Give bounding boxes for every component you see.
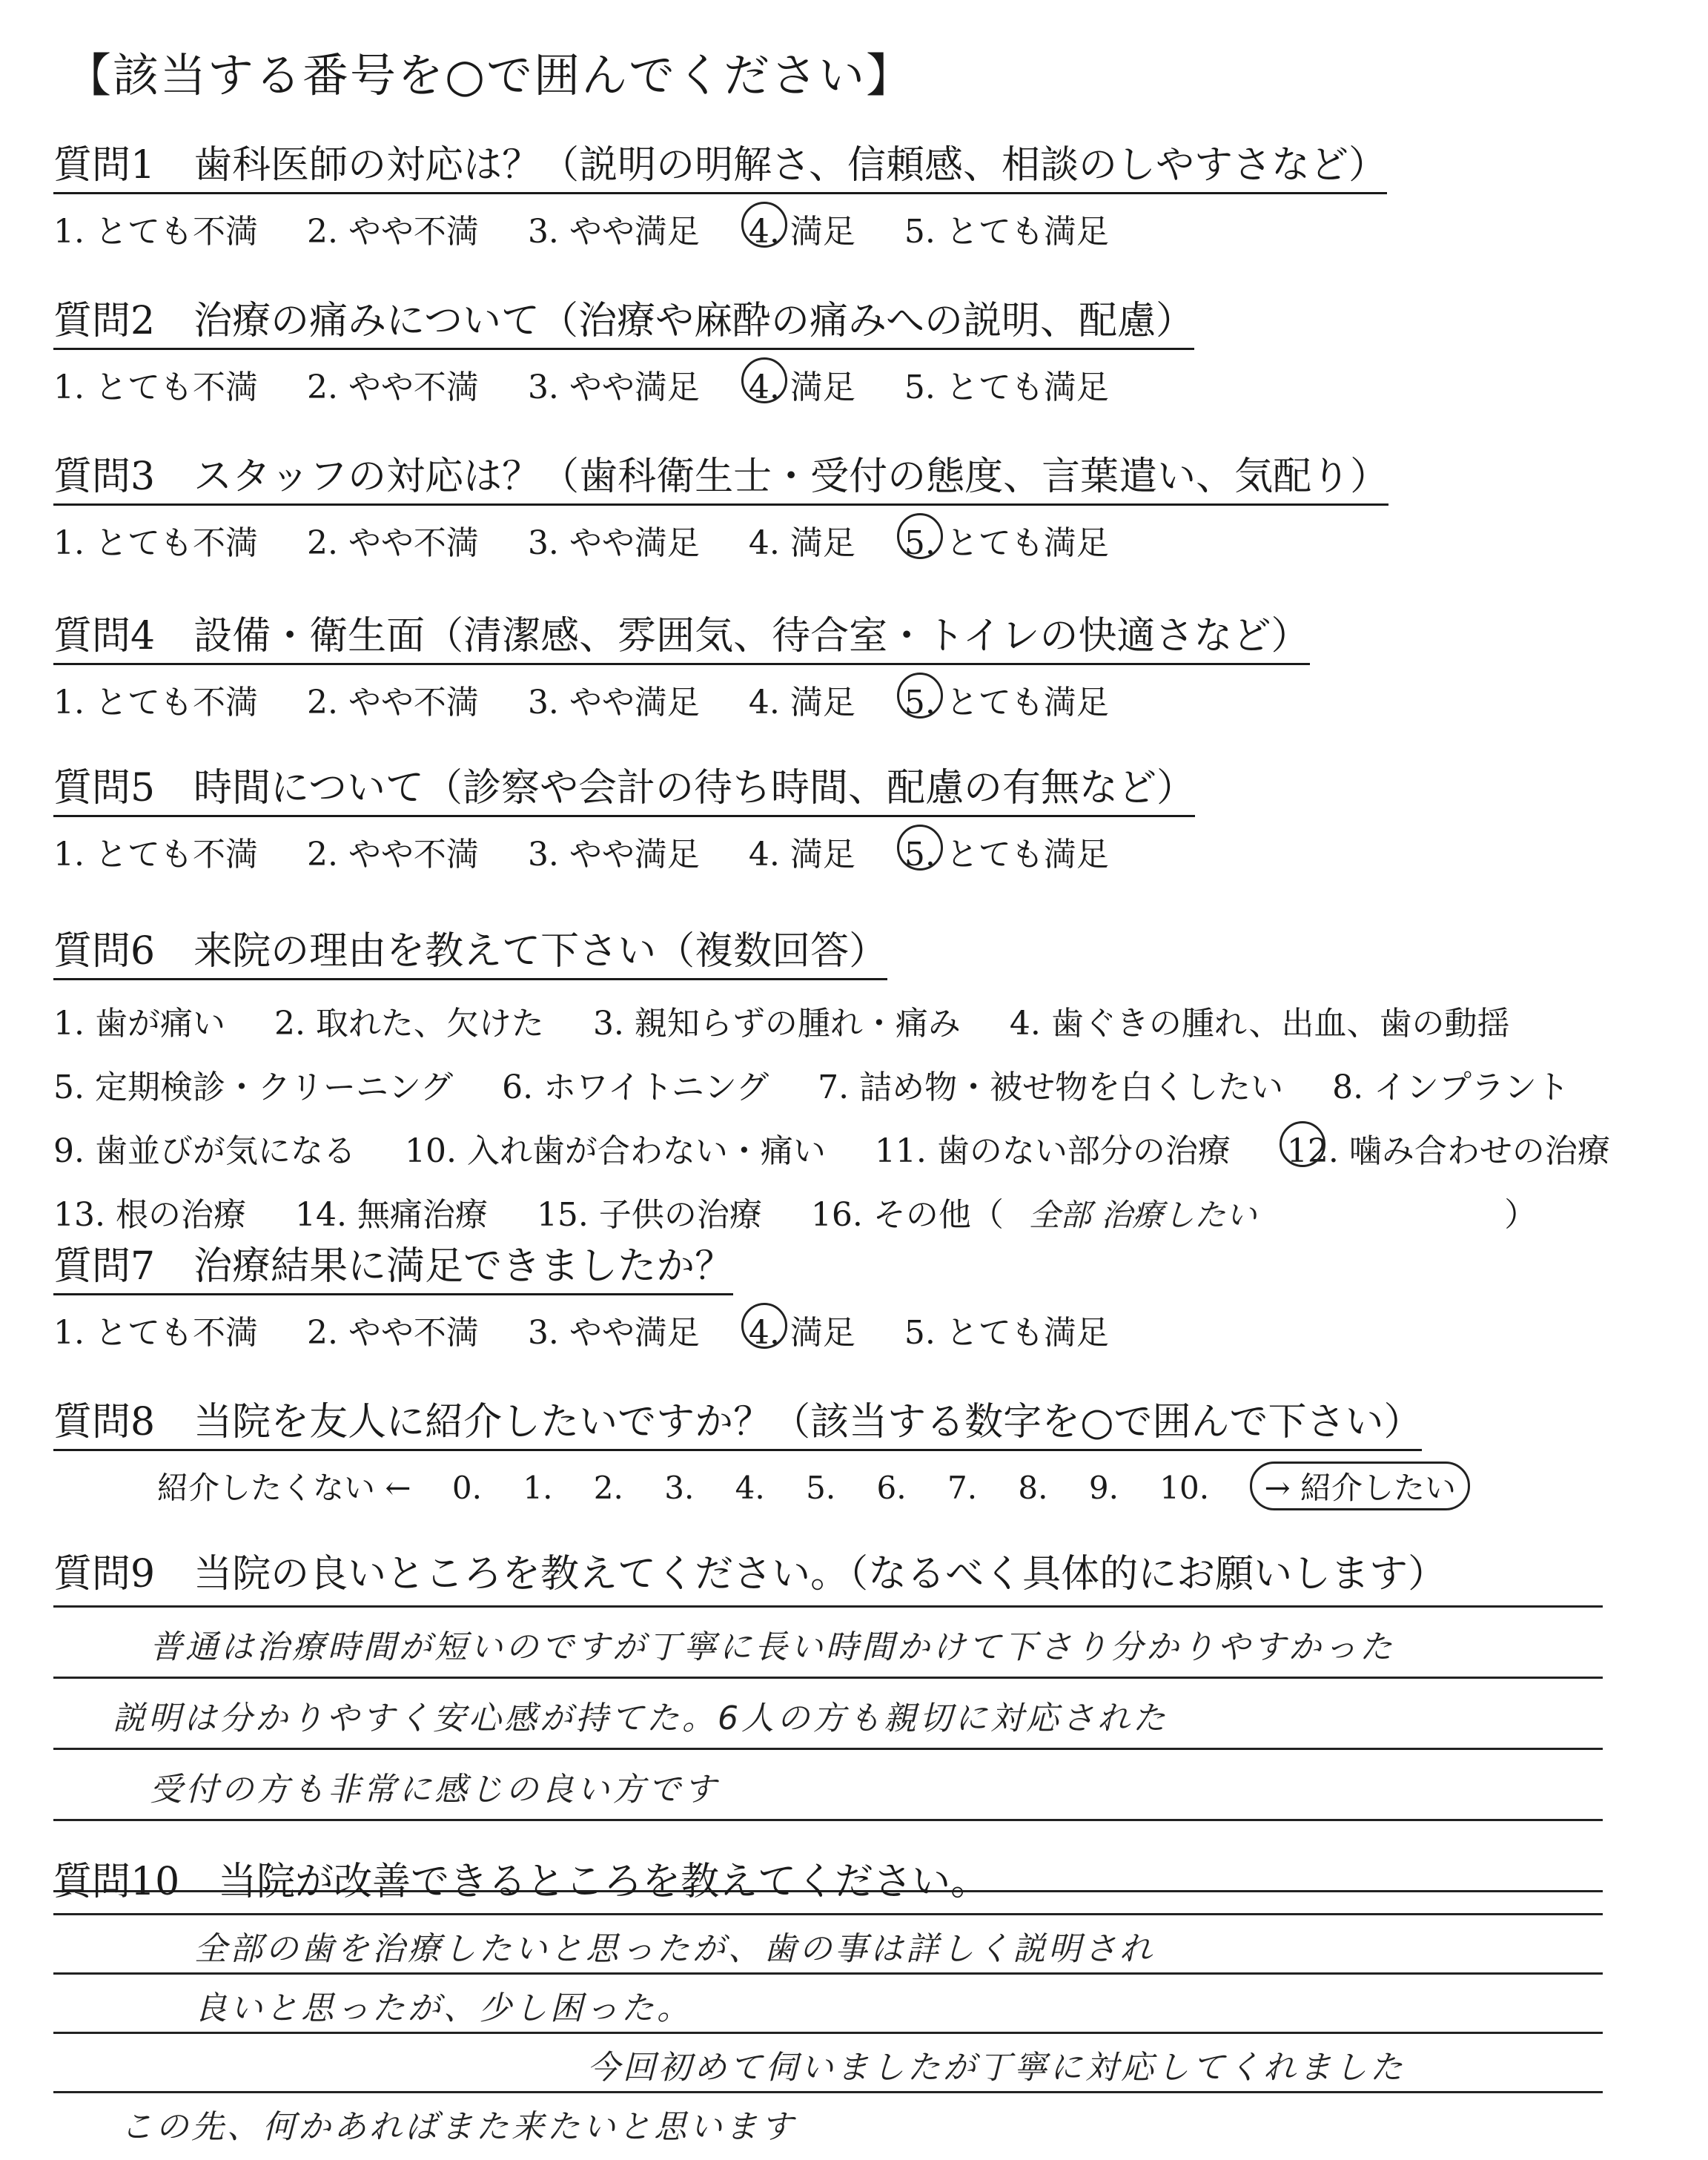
question-2 xyxy=(53,289,1194,408)
q6-option-10[interactable]: 10. 入れ歯が合わない・痛い xyxy=(404,1132,826,1170)
q8-num-4[interactable]: 4. xyxy=(735,1470,765,1506)
q10-rule-1 xyxy=(53,1913,1603,1915)
q6-option-13[interactable]: 13. 根の治療 xyxy=(53,1196,246,1234)
q6-option-12[interactable]: 12. 噛み合わせの治療 xyxy=(1287,1124,1610,1172)
q6-option-16[interactable]: 16. その他（ xyxy=(810,1196,1004,1234)
q6-option-1[interactable]: 1. 歯が痛い xyxy=(53,1005,225,1043)
question-7 xyxy=(53,1235,1148,1353)
q8-right-label[interactable]: → 紹介したい xyxy=(1250,1462,1470,1510)
q3-option-4[interactable]: 4. 満足 xyxy=(748,524,855,562)
question-5-title: 質問5 時間について（診察や会計の待ち時間、配慮の有無など） xyxy=(53,756,1195,817)
q2-option-1[interactable]: 1. とても不満 xyxy=(53,369,258,406)
q8-num-3[interactable]: 3. xyxy=(664,1470,695,1506)
q1-option-1[interactable]: 1. とても不満 xyxy=(53,213,258,251)
q9-answer-line-1: 普通は治療時間が短いのですが丁寧に長い時間かけて下さり分かりやすかった xyxy=(150,1628,1395,1666)
q6-other-answer[interactable]: 全部 治療したい xyxy=(1028,1197,1257,1233)
q6-option-9[interactable]: 9. 歯並びが気になる xyxy=(53,1132,356,1170)
question-4-title: 質問4 設備・衛生面（清潔感、雰囲気、待合室・トイレの快適さなど） xyxy=(53,604,1310,665)
q4-option-5[interactable]: 5. とても満足 xyxy=(904,676,1109,723)
question-1-options xyxy=(53,205,1387,252)
q6-close-paren: ） xyxy=(1504,1196,1537,1234)
q6-option-7[interactable]: 7. 詰め物・被せ物を白くしたい xyxy=(818,1069,1284,1106)
q6-option-15[interactable]: 15. 子供の治療 xyxy=(536,1196,762,1234)
q7-option-2[interactable]: 2. やや不満 xyxy=(306,1314,479,1352)
q1-option-5[interactable]: 5. とても満足 xyxy=(904,213,1109,251)
q6-line-4 xyxy=(53,1188,1649,1235)
question-3-title: 質問3 スタッフの対応は？（歯科衛生士・受付の態度、言葉遣い、気配り） xyxy=(53,445,1388,506)
q4-option-4[interactable]: 4. 満足 xyxy=(748,684,855,721)
question-7-options xyxy=(53,1306,1148,1353)
question-7-title: 質問7 治療結果に満足できましたか？ xyxy=(53,1235,733,1295)
q2-option-2[interactable]: 2. やや不満 xyxy=(306,369,479,406)
question-8 xyxy=(53,1390,1470,1510)
q8-left-label: 紹介したくない ← xyxy=(157,1470,411,1506)
question-10 xyxy=(53,1850,989,1909)
q7-option-3[interactable]: 3. やや満足 xyxy=(527,1314,700,1352)
q8-num-6[interactable]: 6. xyxy=(876,1470,907,1506)
q5-option-3[interactable]: 3. やや満足 xyxy=(527,836,700,873)
q6-option-14[interactable]: 14. 無痛治療 xyxy=(294,1196,488,1234)
q4-option-3[interactable]: 3. やや満足 xyxy=(527,684,700,721)
question-6 xyxy=(53,919,1649,1235)
question-5-options xyxy=(53,828,1195,875)
q6-line-3 xyxy=(53,1124,1649,1172)
question-9-title: 質問9 当院の良いところを教えてください。（なるべく具体的にお願いします） xyxy=(53,1552,1447,1596)
q7-option-1[interactable]: 1. とても不満 xyxy=(53,1314,258,1352)
q8-num-2[interactable]: 2. xyxy=(593,1470,623,1506)
question-2-options xyxy=(53,360,1194,408)
q6-option-3[interactable]: 3. 親知らずの腫れ・痛み xyxy=(592,1005,961,1043)
q6-option-8[interactable]: 8. インプラント xyxy=(1332,1069,1570,1106)
q10-rule-3 xyxy=(53,2032,1603,2034)
q5-option-4[interactable]: 4. 満足 xyxy=(748,836,855,873)
q7-option-4[interactable]: 4. 満足 xyxy=(749,1306,855,1353)
q9-rule-1 xyxy=(53,1605,1603,1608)
question-1 xyxy=(53,133,1387,252)
q10-rule-2 xyxy=(53,1972,1603,1975)
q4-option-1[interactable]: 1. とても不満 xyxy=(53,684,258,721)
page-heading: 【該当する番号を○で囲んでください】 xyxy=(65,48,914,102)
question-3 xyxy=(53,445,1388,564)
q3-option-1[interactable]: 1. とても不満 xyxy=(53,524,258,562)
q6-line-1 xyxy=(53,997,1649,1044)
question-1-title: 質問1 歯科医師の対応は？（説明の明解さ、信頼感、相談のしやすさなど） xyxy=(53,133,1387,194)
q6-option-6[interactable]: 6. ホワイトニング xyxy=(502,1069,769,1106)
question-4-options xyxy=(53,676,1310,723)
question-10-title: 質問10 当院が改善できるところを教えてください。 xyxy=(53,1860,990,1904)
question-2-title: 質問2 治療の痛みについて（治療や麻酔の痛みへの説明、配慮） xyxy=(53,289,1194,350)
q9-answer-line-3: 受付の方も非常に感じの良い方です xyxy=(150,1771,719,1809)
q6-option-2[interactable]: 2. 取れた、欠けた xyxy=(274,1005,544,1043)
q10-answer-line-3: 今回初めて伺いましたが丁寧に対応してくれました xyxy=(587,2049,1406,2087)
q6-option-11[interactable]: 11. 歯のない部分の治療 xyxy=(874,1132,1231,1170)
q2-option-3[interactable]: 3. やや満足 xyxy=(527,369,700,406)
q6-line-2 xyxy=(53,1060,1649,1108)
q2-option-4[interactable]: 4. 満足 xyxy=(749,360,855,408)
q5-option-1[interactable]: 1. とても不満 xyxy=(53,836,258,873)
q6-option-4[interactable]: 4. 歯ぐきの腫れ、出血、歯の動揺 xyxy=(1009,1005,1510,1043)
q8-num-7[interactable]: 7. xyxy=(947,1470,978,1506)
question-5 xyxy=(53,756,1195,875)
q5-option-2[interactable]: 2. やや不満 xyxy=(306,836,479,873)
q10-answer-line-4: この先、何かあればまた来たいと思います xyxy=(120,2108,796,2146)
question-3-options xyxy=(53,516,1388,564)
q10-rule-4 xyxy=(53,2091,1603,2093)
question-6-title: 質問6 来院の理由を教えて下さい（複数回答） xyxy=(53,919,887,980)
q2-option-5[interactable]: 5. とても満足 xyxy=(904,369,1109,406)
q10-answer-line-1: 全部の歯を治療したいと思ったが、歯の事は詳しく説明され xyxy=(194,1930,1155,1968)
question-9 xyxy=(53,1542,1446,1601)
q8-num-10[interactable]: 10. xyxy=(1159,1470,1210,1506)
question-4 xyxy=(53,604,1310,723)
q8-num-9[interactable]: 9. xyxy=(1088,1470,1119,1506)
q1-option-3[interactable]: 3. やや満足 xyxy=(527,213,700,251)
q3-option-5[interactable]: 5. とても満足 xyxy=(904,516,1109,564)
q8-num-1[interactable]: 1. xyxy=(523,1470,553,1506)
q9-rule-2 xyxy=(53,1677,1603,1679)
q5-option-5[interactable]: 5. とても満足 xyxy=(904,828,1109,875)
q1-option-2[interactable]: 2. やや不満 xyxy=(306,213,479,251)
q4-option-2[interactable]: 2. やや不満 xyxy=(306,684,479,721)
q3-option-2[interactable]: 2. やや不満 xyxy=(306,524,479,562)
q8-num-0[interactable]: 0. xyxy=(451,1470,482,1506)
q8-num-5[interactable]: 5. xyxy=(806,1470,836,1506)
q7-option-5[interactable]: 5. とても満足 xyxy=(904,1314,1109,1352)
q6-option-5[interactable]: 5. 定期検診・クリーニング xyxy=(53,1069,454,1106)
q3-option-3[interactable]: 3. やや満足 xyxy=(527,524,700,562)
q10-answer-line-2: 良いと思ったが、少し困った。 xyxy=(194,1989,692,2027)
question-8-title: 質問8 当院を友人に紹介したいですか？（該当する数字を○で囲んで下さい） xyxy=(53,1390,1422,1451)
q1-option-4[interactable]: 4. 満足 xyxy=(749,205,855,252)
q9-rule-3 xyxy=(53,1748,1603,1750)
q8-num-8[interactable]: 8. xyxy=(1018,1470,1048,1506)
q9-answer-line-2: 説明は分かりやすく安心感が持てた。6人の方も親切に対応された xyxy=(113,1700,1168,1737)
q8-scale xyxy=(157,1462,1470,1510)
q9-rule-4 xyxy=(53,1819,1603,1821)
